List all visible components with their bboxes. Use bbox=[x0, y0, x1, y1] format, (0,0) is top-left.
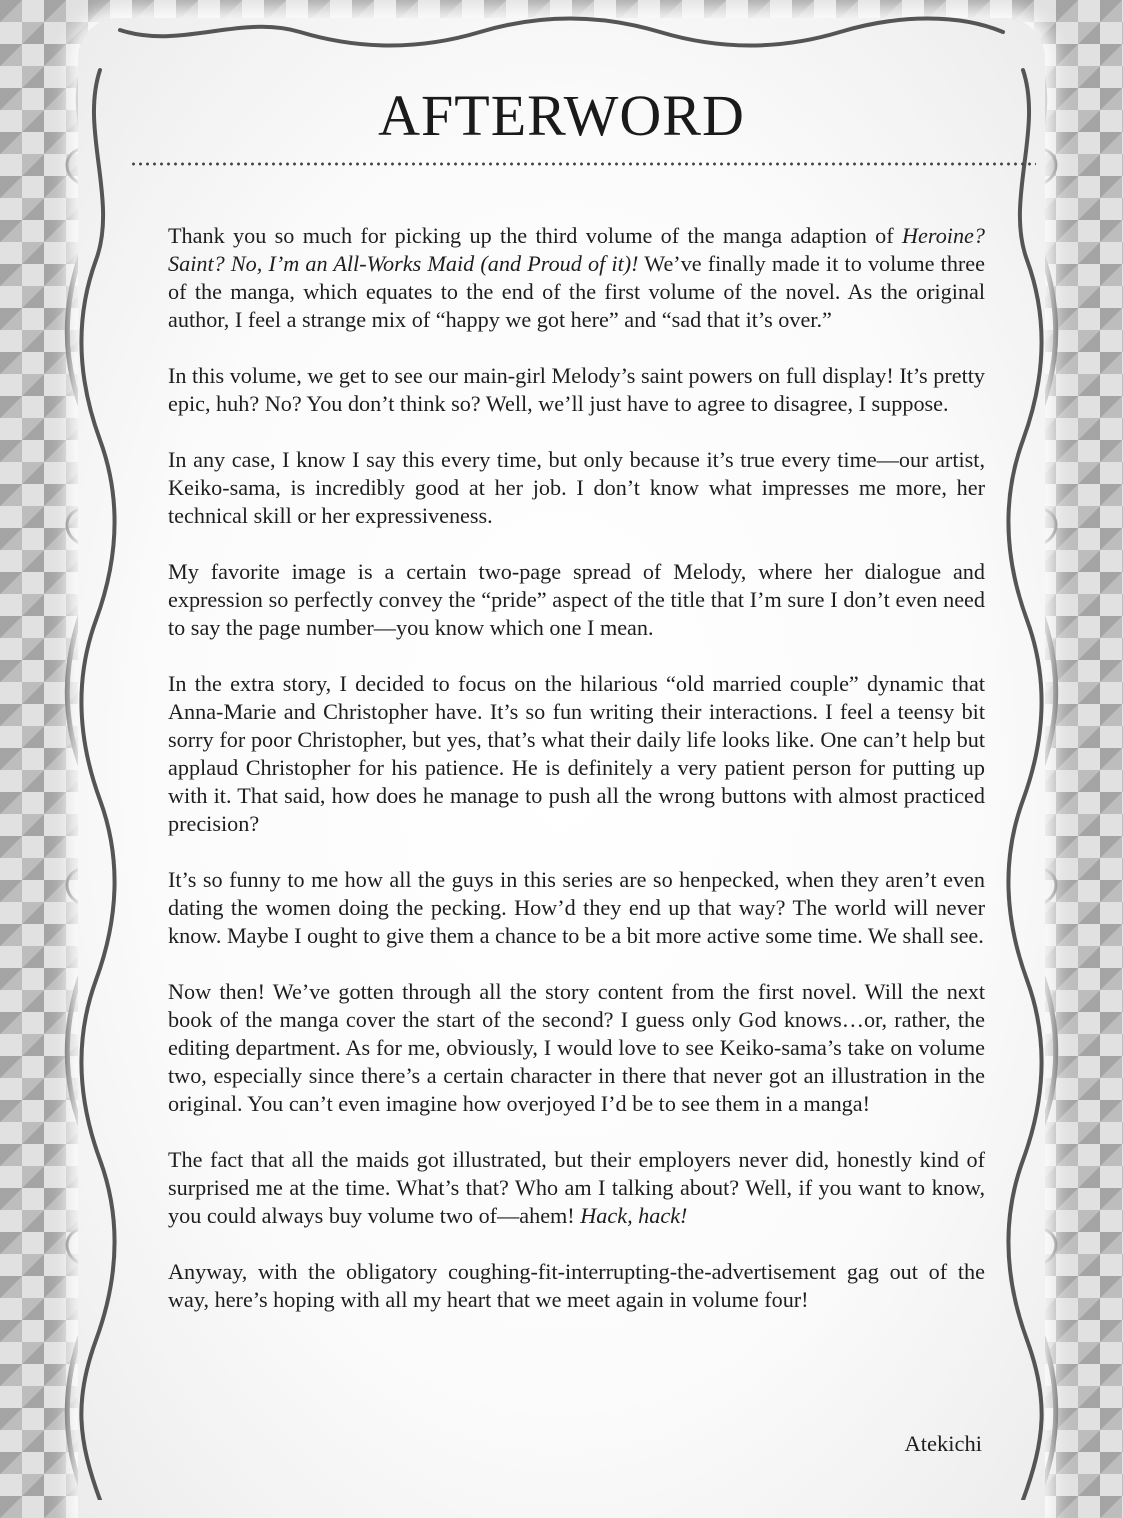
paragraph-text: Thank you so much for picking up the third volume of the manga adaption of bbox=[168, 223, 903, 248]
dotted-divider bbox=[130, 162, 1036, 166]
paragraph: Now then! We’ve gotten through all the story content from the first novel. Will the next book of the manga cover the start of the second? I guess only God knows…or, rather, the editing department. As for me, obviously, I would love to see Keiko-sama’s take on volume two, especially since there’s a certain character in there that never got an illustration in the original. You can’t even imagine how overjoyed I’d be to see them in a manga! bbox=[168, 979, 985, 1116]
book-title: Heroine? Saint? No, I’m an All-Works Maid (and Proud of it)! bbox=[168, 223, 985, 276]
paragraph: In any case, I know I say this every time, but only because it’s true every time—our artist, Keiko-sama, is incredibly good at her job. I don’t know what impresses me more, her technical skill or her expressiveness. bbox=[168, 447, 985, 528]
paragraph: It’s so funny to me how all the guys in this series are so henpecked, when they aren’t even dating the women doing the pecking. How’d they end up that way? The world will never know. Maybe I ought to give them a chance to be a bit more active some time. We shall see. bbox=[168, 867, 985, 948]
paragraph-text: We’ve finally made it to volume three of the manga, which equates to the end of the first volume of the novel. As the original author, I feel a strange mix of “happy we got here” and “sad that it’s over.” bbox=[168, 251, 986, 332]
paragraph: In the extra story, I decided to focus on the hilarious “old married couple” dynamic that Anna-Marie and Christopher have. It’s so fun writing their interactions. I feel a teensy bit sorry for poor Christopher, but yes, that’s what their daily life looks like. One can’t help but applaud Christopher for his patience. He is definitely a very patient person for putting up with it. That said, how does he manage to push all the wrong buttons with almost practiced precision? bbox=[168, 671, 985, 836]
paragraph bbox=[168, 222, 985, 334]
paragraph-text: The fact that all the maids got illustrated, but their employers never did, honestly kind of surprised me at the time. What’s that? Who am I talking about? Well, if you want to know, you could always buy volume two of—ahem! bbox=[168, 1147, 985, 1228]
paragraph: In this volume, we get to see our main-girl Melody’s saint powers on full display! It’s pretty epic, huh? No? You don’t think so? Well, we’ll just have to agree to disagree, I suppose. bbox=[168, 363, 985, 416]
afterword-body bbox=[168, 222, 985, 1342]
paragraph: Anyway, with the obligatory coughing-fit-interrupting-the-advertisement gag out of the way, here’s hoping with all my heart that we meet again in volume four! bbox=[168, 1259, 985, 1312]
author-signature: Atekichi bbox=[904, 1431, 982, 1456]
paragraph bbox=[168, 1146, 985, 1230]
paragraph: My favorite image is a certain two-page spread of Melody, where her dialogue and expression so perfectly convey the “pride” aspect of the title that I’m sure I don’t even need to say the page number—you know which one I mean. bbox=[168, 559, 985, 640]
page-title: AFTERWORD bbox=[378, 83, 745, 148]
emphasis-text: Hack, hack! bbox=[580, 1203, 688, 1228]
